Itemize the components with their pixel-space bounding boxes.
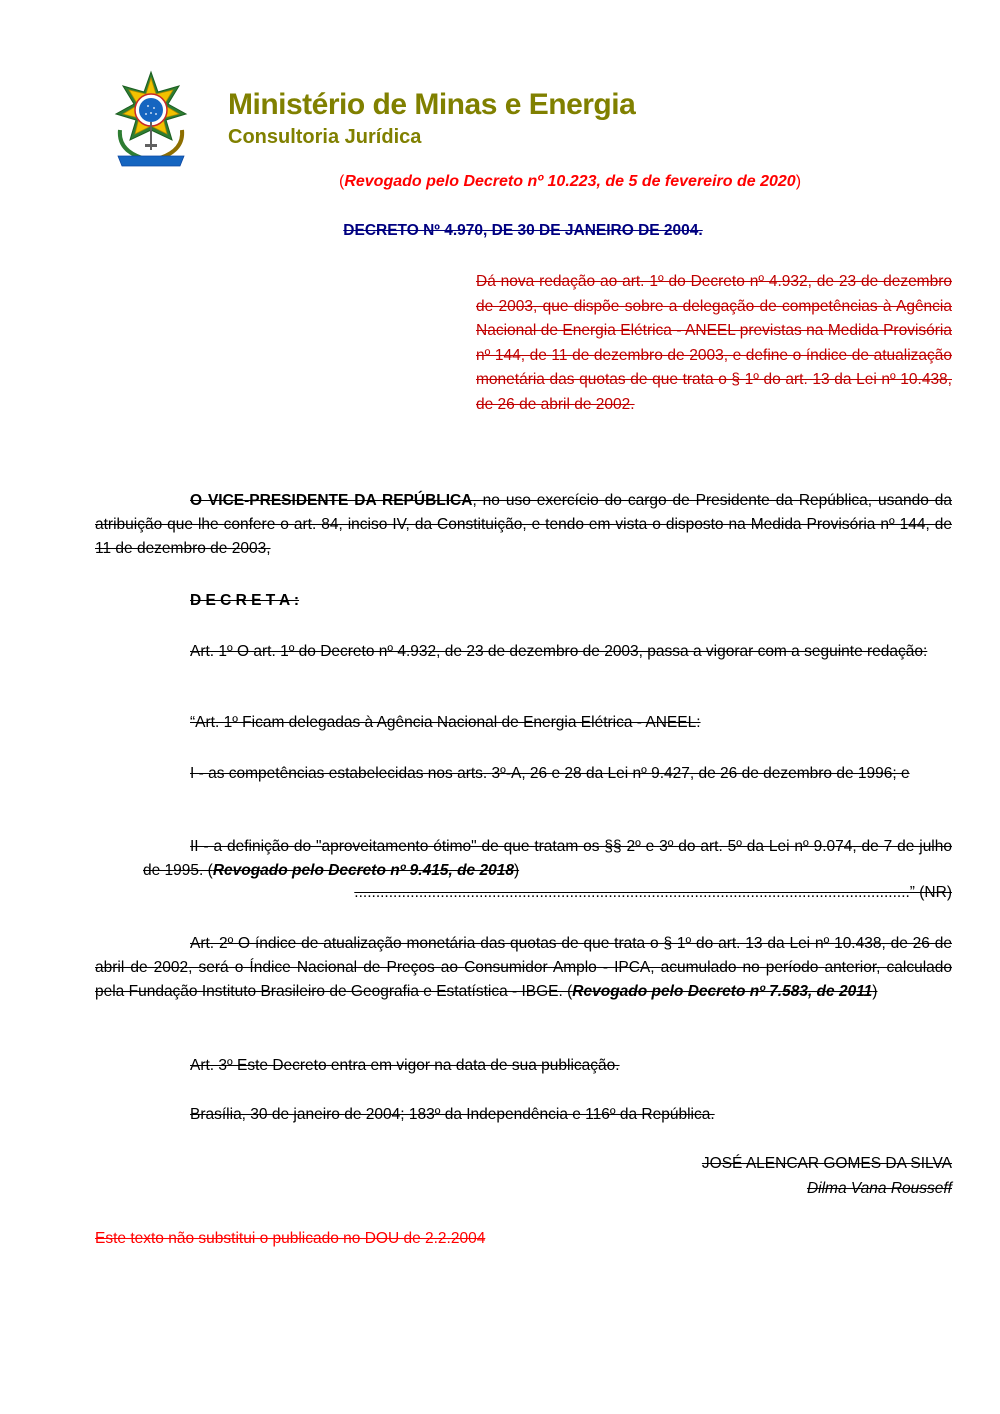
revocation-link[interactable]: Revogado pelo Decreto nº 10.223, de 5 de fevereiro de 2020 [344,173,796,190]
article-2: Art. 2º O índice de atualização monetária das quotas de que trata o § 1º do art. 13 da Lei nº 10.438, de 26 de abril de 2002, será o Índice Nacional de Preços ao Consumidor Amplo - IPCA, acumulado no período anterior, calculado pela Fundação Instituto Brasileiro de Geografia e Estatística - IBGE. (Revogado pelo Decreto nº 7.583, de 2011) [95,935,952,1001]
office-name: Consultoria Jurídica [228,126,422,148]
ellipsis-line: .................................................................................................................................” (NR) [354,884,952,901]
preamble-paragraph: O VICE-PRESIDENTE DA REPÚBLICA, no uso exercício do cargo de Presidente da República, usando da atribuição que lhe confere o art. 84, inciso IV, da Constituição, e tendo em vista o disposto na Medida Provisória nº 144, de 11 de dezembro de 2003, [95,492,953,558]
article-1: Art. 1º O art. 1º do Decreto nº 4.932, de 23 de dezembro de 2003, passa a vigorar com a seguinte redação: [190,643,928,660]
ministry-name: Ministério de Minas e Energia [228,88,636,121]
preamble-authority: O VICE-PRESIDENTE DA REPÚBLICA [190,492,473,509]
article-2-revocation-link[interactable]: Revogado pelo Decreto nº 7.583, de 2011 [572,983,873,1001]
closing-line: Brasília, 30 de janeiro de 2004; 183º da Independência e 116º da República. [190,1106,715,1123]
article-3: Art. 3º Este Decreto entra em vigor na data de sua publicação. [190,1057,620,1074]
decree-title: DECRETO Nº 4.970, DE 30 DE JANEIRO DE 2004. [343,222,703,239]
inciso-2: II - a definição do "aproveitamento ótimo" de que tratam os §§ 2º e 3º do art. 5º da Lei nº 9.074, de 7 de julho de 1995. (Revogado pelo Decreto nº 9.415, de 2018) [143,838,952,880]
footer-note: Este texto não substitui o publicado no DOU de 2.2.2004 [95,1230,486,1247]
signature-primary: JOSÉ ALENCAR GOMES DA SILVA [701,1155,952,1172]
signature-secondary: Dilma Vana Rousseff [806,1180,952,1197]
coat-of-arms-logo [112,70,190,168]
ementa: Dá nova redação ao art. 1º do Decreto nº 4.932, de 23 de dezembro de 2003, que dispõe sobre a delegação de competências à Agência Nacional de Energia Elétrica - ANEEL previstas na Medida Provisória nº 144, de 11 de dezembro de 2003, e define o índice de atualização monetária das quotas de que trata o § 1º do art. 13 da Lei nº 10.438, de 26 de abril de 2002. [476,273,952,413]
inciso-2-revocation-link[interactable]: Revogado pelo Decreto nº 9.415, de 2018 [212,862,514,880]
revocation-note: (Revogado pelo Decreto nº 10.223, de 5 de fevereiro de 2020) [338,173,802,190]
article-1-quote: “Art. 1º Ficam delegadas à Agência Nacional de Energia Elétrica - ANEEL: [190,714,701,731]
inciso-1: I - as competências estabelecidas nos arts. 3º-A, 26 e 28 da Lei nº 9.427, de 26 de dezembro de 1996; e [190,765,910,782]
decreta-heading: D E C R E T A : [190,592,300,609]
